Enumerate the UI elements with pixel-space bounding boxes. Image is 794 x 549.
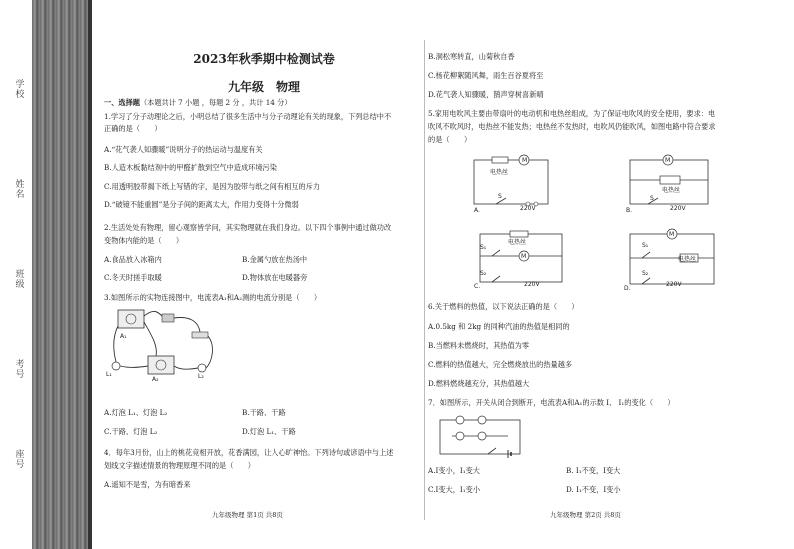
q3-option-c: C.干路、灯泡 L₂ (104, 427, 158, 436)
q5a-motor-label: M (522, 157, 528, 164)
q5c-s1-label: S₁ (480, 244, 487, 251)
section-heading (104, 98, 292, 107)
q5a-heater-label: 电热丝 (490, 169, 509, 176)
q3-option-d: D.灯泡 L₁、干路 (242, 427, 296, 436)
battery (162, 314, 174, 322)
page-1 (104, 0, 424, 549)
binding-edge (88, 0, 92, 549)
q5-opt-b: B. (626, 207, 633, 214)
q1-option-d: D.“破镜不能重圆”是分子间的距离太大，作用力变得十分微弱 (104, 200, 299, 209)
q5-opt-c: C. (474, 283, 481, 290)
exam-subtitle: 九年级 物理 (227, 80, 300, 94)
q5c-voltage-label: 220V (524, 281, 540, 288)
q4-option-a: A.遥知不是雪，为有暗香来 (104, 480, 191, 489)
switch-s2-lever (492, 276, 500, 282)
q3-option-a: A.灯泡 L₁、灯泡 L₂ (104, 408, 168, 417)
q5b-voltage-label: 220V (670, 205, 686, 212)
q3-label-l1: L₁ (106, 371, 112, 378)
binding-strip (0, 0, 100, 549)
binding-texture (32, 0, 90, 549)
q6-option-b: B.当燃料未燃烧时，其热值为零 (428, 341, 530, 350)
q5-stem-2: 吹风不吹风时，电热丝不能发热；电热丝不发热时，电吹风仍能吹风，如图电路中符合要求 (428, 122, 716, 131)
q7-circuit-figure (438, 414, 522, 458)
q7-option-b: B. I₁不变，I变大 (566, 466, 621, 475)
q5b-switch-label: S (650, 195, 654, 202)
bulb-l1 (112, 362, 120, 370)
q5a-switch-label: S (498, 193, 502, 200)
binding-label-number: 考号 (15, 360, 25, 380)
q5c-motor-label: M (521, 253, 527, 260)
q3-stem: 3.如图所示的实物连接图中，电流表A₁和A₂测的电流分别是（ ） (104, 293, 322, 302)
q5c-heater-label: 电热丝 (508, 239, 527, 246)
q2-option-b: B.金属勺放在热汤中 (242, 255, 308, 264)
q1-stem-2: 正确的是（ ） (104, 124, 162, 133)
q5d-s1-label: S₁ (642, 242, 649, 249)
q3-label-a1: A₁ (120, 333, 127, 340)
binding-label-class: 班级 (15, 270, 25, 290)
binding-label-name: 姓名 (15, 180, 25, 200)
footer-right: 九年级物理 第2页 共8页 (550, 511, 621, 519)
q1-stem-1: 1.学习了分子动理论之后，小明总结了很多生活中与分子动理论有关的现象，下列总结中不 (104, 112, 392, 121)
switch-s1-lever (642, 252, 650, 258)
bulb-l2 (198, 364, 206, 372)
ammeter-a2 (148, 356, 174, 374)
q7-option-a: A.I变小，I₁变大 (428, 466, 480, 475)
q7-option-d: D. I₁不变，I变小 (566, 485, 621, 494)
q5-stem-1: 5.家用电吹风主要由带扇叶的电动机和电热丝组成，为了保证电吹风的安全使用，要求：电 (428, 109, 716, 118)
q5-circuit-a (472, 152, 550, 210)
q3-option-b: B.干路、干路 (242, 408, 286, 417)
q5-opt-a: A. (474, 207, 480, 214)
q6-option-d: D.燃料燃烧越充分，其热值越大 (428, 379, 530, 388)
q5d-s2-label: S₂ (642, 270, 649, 277)
section-heading-label: 一、选择题 (104, 98, 140, 107)
switch-s1-lever (492, 250, 500, 256)
q5c-s2-label: S₂ (480, 270, 487, 277)
binding-label-school: 学校 (15, 80, 25, 100)
lamp-2 (478, 432, 486, 440)
q4-option-d: D.花气袭人知骤暖，鹊声穿树喜新晴 (428, 90, 544, 99)
q1-option-b: B.人造木板黏结剂中的甲醛扩散到空气中造成环境污染 (104, 163, 277, 172)
q2-option-a: A.食品放入冰箱内 (104, 255, 162, 264)
q6-option-a: A.0.5kg 和 2kg 的同种汽油的热值是相同的 (428, 322, 570, 331)
switch (192, 332, 208, 338)
q1-option-a: A.“花气袭人知骤暖”说明分子的热运动与温度有关 (104, 145, 263, 154)
ammeter-a1 (118, 310, 144, 328)
section-heading-note: （本题共计 7 小题 ，每题 2 分 ，共计 14 分） (139, 98, 292, 107)
ammeter-a (456, 432, 464, 440)
page-2 (428, 0, 788, 549)
ammeter-a1 (456, 416, 464, 424)
q2-option-c: C.冬天时搓手取暖 (104, 273, 162, 282)
page-divider (424, 40, 425, 520)
binding-label-seat: 座号 (15, 450, 25, 470)
q7-stem: 7．如图所示，开关从闭合到断开，电流表A和A₁的示数 I、 I₁的变化（ ） (428, 398, 675, 407)
exam-title: 2023年秋季期中检测试卷 (193, 52, 335, 66)
q5a-voltage-label: 220V (520, 205, 536, 212)
q5b-motor-label: M (665, 157, 671, 164)
q4-option-c: C.杨花柳絮随风舞，雨生百谷夏将至 (428, 71, 544, 80)
heater-resistor (492, 157, 508, 163)
q6-option-c: C.燃料的热值越大，完全燃烧放出的热量越多 (428, 360, 573, 369)
q5b-heater-label: 电热丝 (662, 187, 681, 194)
q3-label-l2: L₂ (198, 373, 204, 380)
q7-option-c: C.I变大，I₁变小 (428, 485, 481, 494)
heater-resistor (660, 176, 680, 184)
footer-left: 九年级物理 第1页 共8页 (212, 511, 283, 519)
q5-stem-3: 的是（ ） (428, 135, 472, 144)
q5d-heater-label: 电热丝 (678, 256, 697, 263)
q4-stem-1: 4．每年3月份，山上的桃花竞相开放，花香满园，让人心旷神怡。下列诗句或谚语中与上述 (104, 448, 394, 457)
switch-s2-lever (642, 278, 650, 284)
q1-option-c: C.用透明胶带揭下纸上写错的字，是因为胶带与纸之间有相互的斥力 (104, 182, 320, 191)
lamp-1 (478, 416, 486, 424)
q2-stem-1: 2.生活处处有物理，留心观察皆学问，其实物理就在我们身边。以下四个事例中通过做功改 (104, 223, 392, 232)
q2-option-d: D.物体放在电暖器旁 (242, 273, 308, 282)
q4-stem-2: 划线文字描述情景的物理原理不同的是（ ） (104, 461, 255, 470)
q2-stem-2: 变物体内能的是（ ） (104, 236, 184, 245)
q5d-motor-label: M (669, 231, 675, 238)
switch-lever (488, 448, 496, 454)
q3-label-a2: A₂ (152, 376, 159, 383)
q5d-voltage-label: 220V (666, 281, 682, 288)
q6-stem: 6.关于燃料的热值，以下说法正确的是（ ） (428, 302, 579, 311)
q5-opt-d: D. (624, 285, 631, 292)
q4-option-b: B.洞松寒转直，山菊秋自香 (428, 52, 515, 61)
